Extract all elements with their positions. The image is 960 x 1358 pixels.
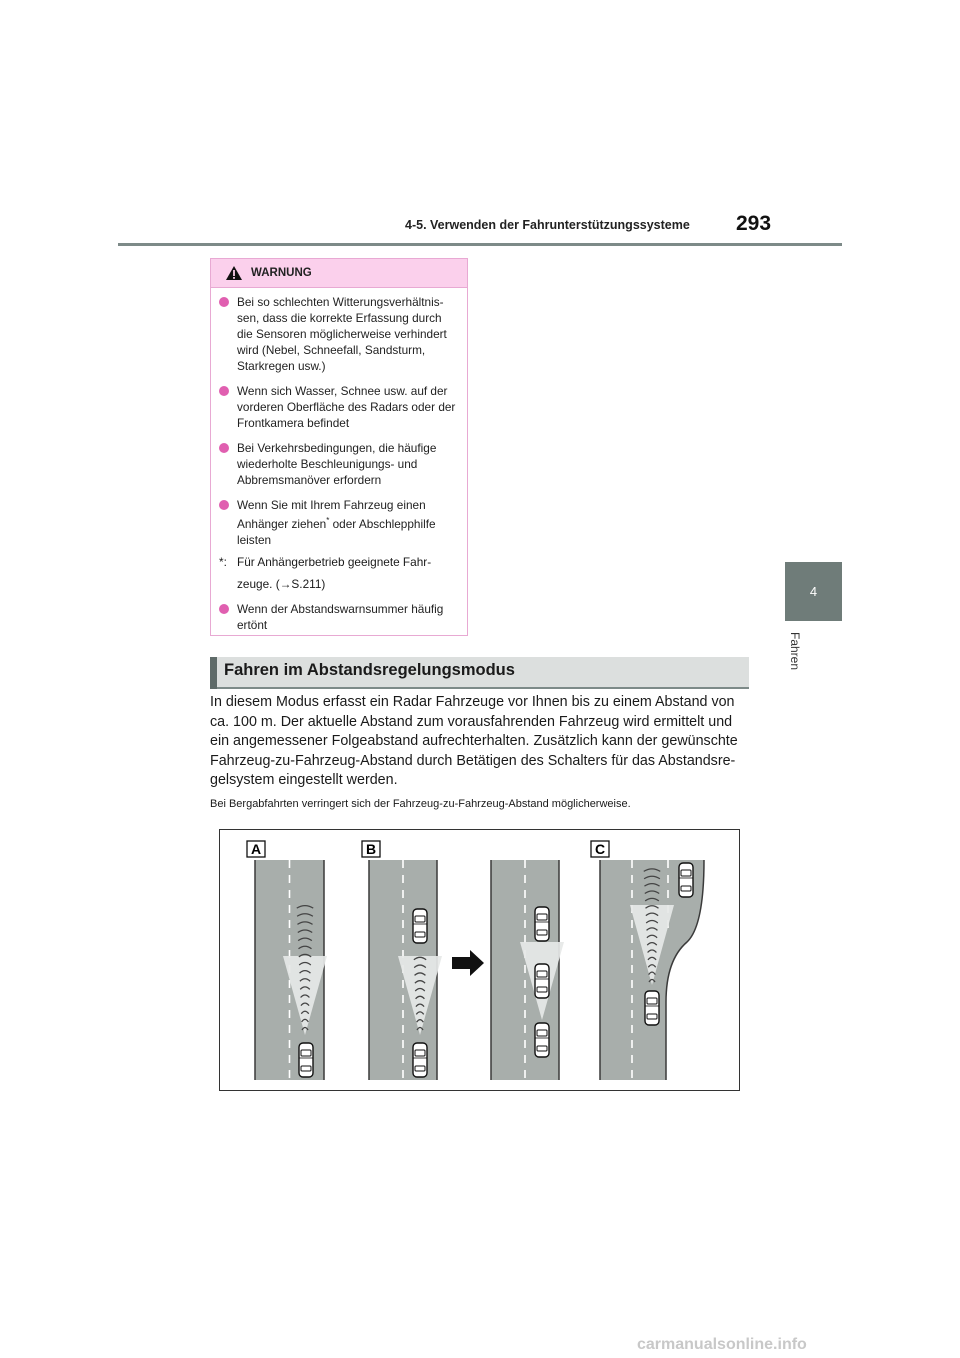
warning-item	[219, 497, 457, 548]
car-icon	[535, 1023, 549, 1057]
warning-item-text: Bei so schlechten Witterungsverhältnis-sen, dass die korrekte Erfassung durch die Sensoren möglicherweise verhindert wird (Nebel, Schneefall, Sandsturm, Starkregen usw.)	[237, 295, 447, 373]
footnote-text: Für Anhängerbetrieb geeignete Fahr-zeuge. (→S.211)	[237, 554, 432, 591]
label-a-text: A	[250, 841, 262, 857]
warning-item-text: Bei Verkehrsbedingungen, die häufige wiederholte Beschleunigungs- und Abbremsmanöver erfordern	[237, 441, 437, 487]
bullet-icon	[219, 604, 229, 614]
warning-title: WARNUNG	[251, 267, 312, 279]
chapter-label-text: Fahren	[788, 632, 802, 671]
section-heading-bar	[210, 657, 217, 689]
bullet-icon	[219, 443, 229, 453]
warning-item	[219, 601, 457, 633]
car-icon	[535, 907, 549, 941]
warning-item4-post: oder Abschlepphilfe leisten	[237, 516, 436, 547]
arrow-right-icon	[452, 950, 484, 976]
label-c	[591, 841, 609, 857]
body-note: Bei Bergabfahrten verringert sich der Fahrzeug-zu-Fahrzeug-Abstand möglicherweise.	[210, 798, 631, 810]
section-heading-text: Fahren im Abstandsregelungsmodus	[224, 661, 515, 679]
car-icon	[645, 991, 659, 1025]
label-c-text: C	[594, 841, 606, 857]
body-paragraph: In diesem Modus erfasst ein Radar Fahrzeuge vor Ihnen bis zu einem Abstand von ca. 100 m. Der aktuelle Abstand zum vorausfahrenden Fahrzeug wird ermittelt und ein angemessener Folgeabstand aufrechterhalten. Zusätzlich kann der gewünschte Fahrzeug-zu-Fahrzeug-Abstand durch Betätigen des Schalters für das Abstandsre-gelsystem eingestellt werden.	[210, 694, 738, 788]
car-icon	[535, 964, 549, 998]
warning-item-text: Wenn sich Wasser, Schnee usw. auf der vorderen Oberfläche des Radars oder der Frontkamera befindet	[237, 384, 456, 430]
chapter-tab: 4	[785, 562, 842, 621]
figure-canvas	[220, 830, 741, 1092]
bullet-icon	[219, 297, 229, 307]
footnote-mark: *:	[219, 554, 227, 569]
car-icon	[413, 1043, 427, 1077]
warning-header	[211, 259, 467, 288]
bullet-icon	[219, 386, 229, 396]
warning-item4-pre: Wenn Sie mit Ihrem Fahrzeug einen Anhänger ziehen	[237, 498, 426, 531]
header-rule	[118, 243, 842, 246]
car-icon	[299, 1043, 313, 1077]
warning-list	[211, 288, 467, 633]
warning-item	[219, 383, 457, 431]
car-icon	[679, 863, 693, 897]
scene-a	[255, 860, 327, 1080]
warning-item-text: Wenn der Abstandswarnsummer häufig ertönt	[237, 601, 444, 632]
running-header: 4-5. Verwenden der Fahrunterstützungssysteme	[405, 218, 690, 232]
scene-c	[600, 860, 720, 1080]
warning-triangle-icon	[225, 265, 243, 281]
footnote-ref: *	[326, 516, 330, 525]
figure-radar-modes	[219, 829, 740, 1091]
car-icon	[413, 909, 427, 943]
bullet-icon	[219, 500, 229, 510]
label-a	[247, 841, 265, 857]
label-b-text: B	[365, 841, 377, 857]
scene-b	[369, 860, 442, 1080]
warning-box	[210, 258, 468, 636]
warning-item	[219, 294, 457, 374]
warning-item	[219, 440, 457, 488]
watermark: carmanualsonline.info	[637, 1336, 807, 1353]
footnote	[219, 551, 457, 595]
scene-b-result	[491, 860, 564, 1080]
warning-item-text	[237, 497, 457, 548]
section-heading	[210, 657, 749, 689]
label-b	[362, 841, 380, 857]
chapter-label	[786, 632, 802, 692]
page-number: 293	[736, 212, 772, 235]
